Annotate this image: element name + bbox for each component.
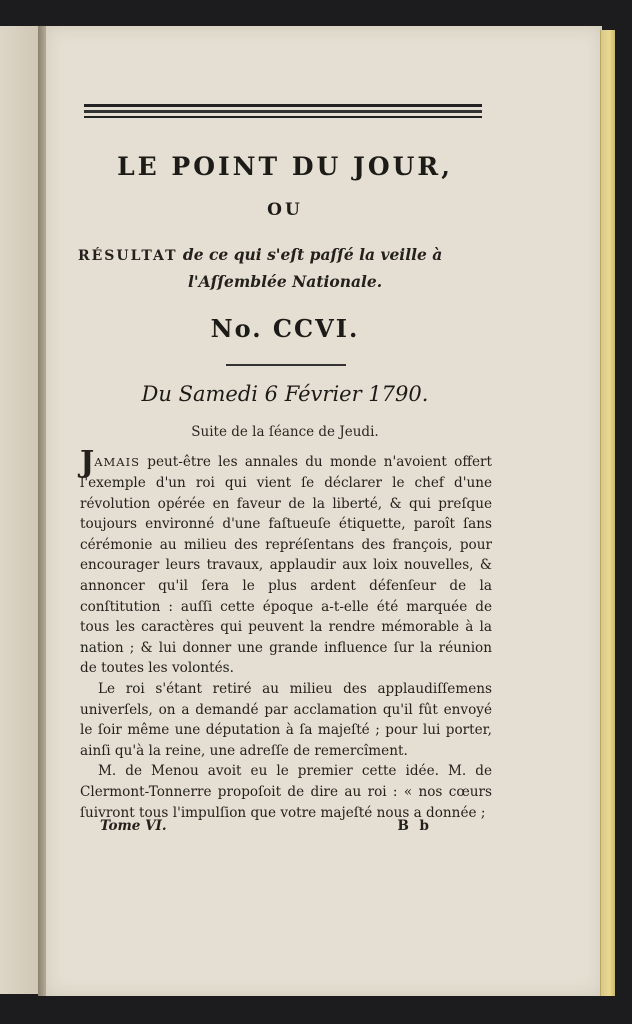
- tome-label: Tome VI.: [100, 818, 167, 834]
- drop-cap: J: [80, 445, 95, 480]
- subtitle: [78, 242, 506, 294]
- issue-date: Du Samedi 6 Février 1790.: [141, 382, 429, 406]
- section-subheading: Suite de la ſéance de Jeudi.: [191, 424, 379, 440]
- subtitle-line-1: [78, 242, 506, 269]
- signature-mark: B b: [397, 818, 432, 834]
- header-rule: [84, 104, 482, 118]
- subtitle-resultat: RÉSULTAT: [78, 248, 178, 264]
- page-block-edge: [600, 30, 615, 996]
- paragraph-1-text: peut-être les annales du monde n'avoient offert l'exemple d'un roi qui vient ſe déclarer le chef d'une révolution opérée en faveur de la liberté, & qui preſque toujours environné d'une faſtueuſe étiquette, paroît ſans cérémonie au milieu des repréſentans des françois, pour encourager leurs travaux, applaudir aux loix nouvelles, & annoncer qu'il ſera le plus ardent défenſeur de la conſtitution : auſſi cette époque a-t-elle été marquée de tous les caractères qui peuvent la rendre mémorable à la nation ; & lui donner une grande influence ſur la réunion de toutes les volontés.: [80, 454, 492, 677]
- number-rule: [226, 364, 346, 366]
- first-word-rest: AMAIS: [94, 455, 141, 469]
- paragraph-1: [80, 445, 492, 679]
- issue-number: No. CCVI.: [210, 314, 360, 343]
- body-text: [80, 444, 492, 823]
- facing-page-edge: [0, 26, 43, 994]
- subtitle-line-1-rest: de ce qui s'eſt paſſé la veille à: [177, 245, 443, 264]
- title-conjunction: OU: [267, 200, 303, 220]
- paragraph-3: M. de Menou avoit eu le premier cette idée. M. de Clermont-Tonnerre propoſoit de dire au roi : « nos cœurs ſuivront tous l'impulſion que votre majeſté nous a donnée ;: [80, 763, 492, 821]
- page-title: LE POINT DU JOUR,: [117, 152, 453, 181]
- paragraph-2: Le roi s'étant retiré au milieu des applaudiſſemens univerſels, on a demandé par acclamation qu'il fût envoyé le ſoir même une députation à ſa majeſté ; pour lui porter, ainſi qu'à la reine, une adreſſe de remercîment.: [80, 680, 492, 759]
- page-footer: [100, 818, 432, 838]
- subtitle-line-2: l'Aſſemblée Nationale.: [188, 272, 383, 291]
